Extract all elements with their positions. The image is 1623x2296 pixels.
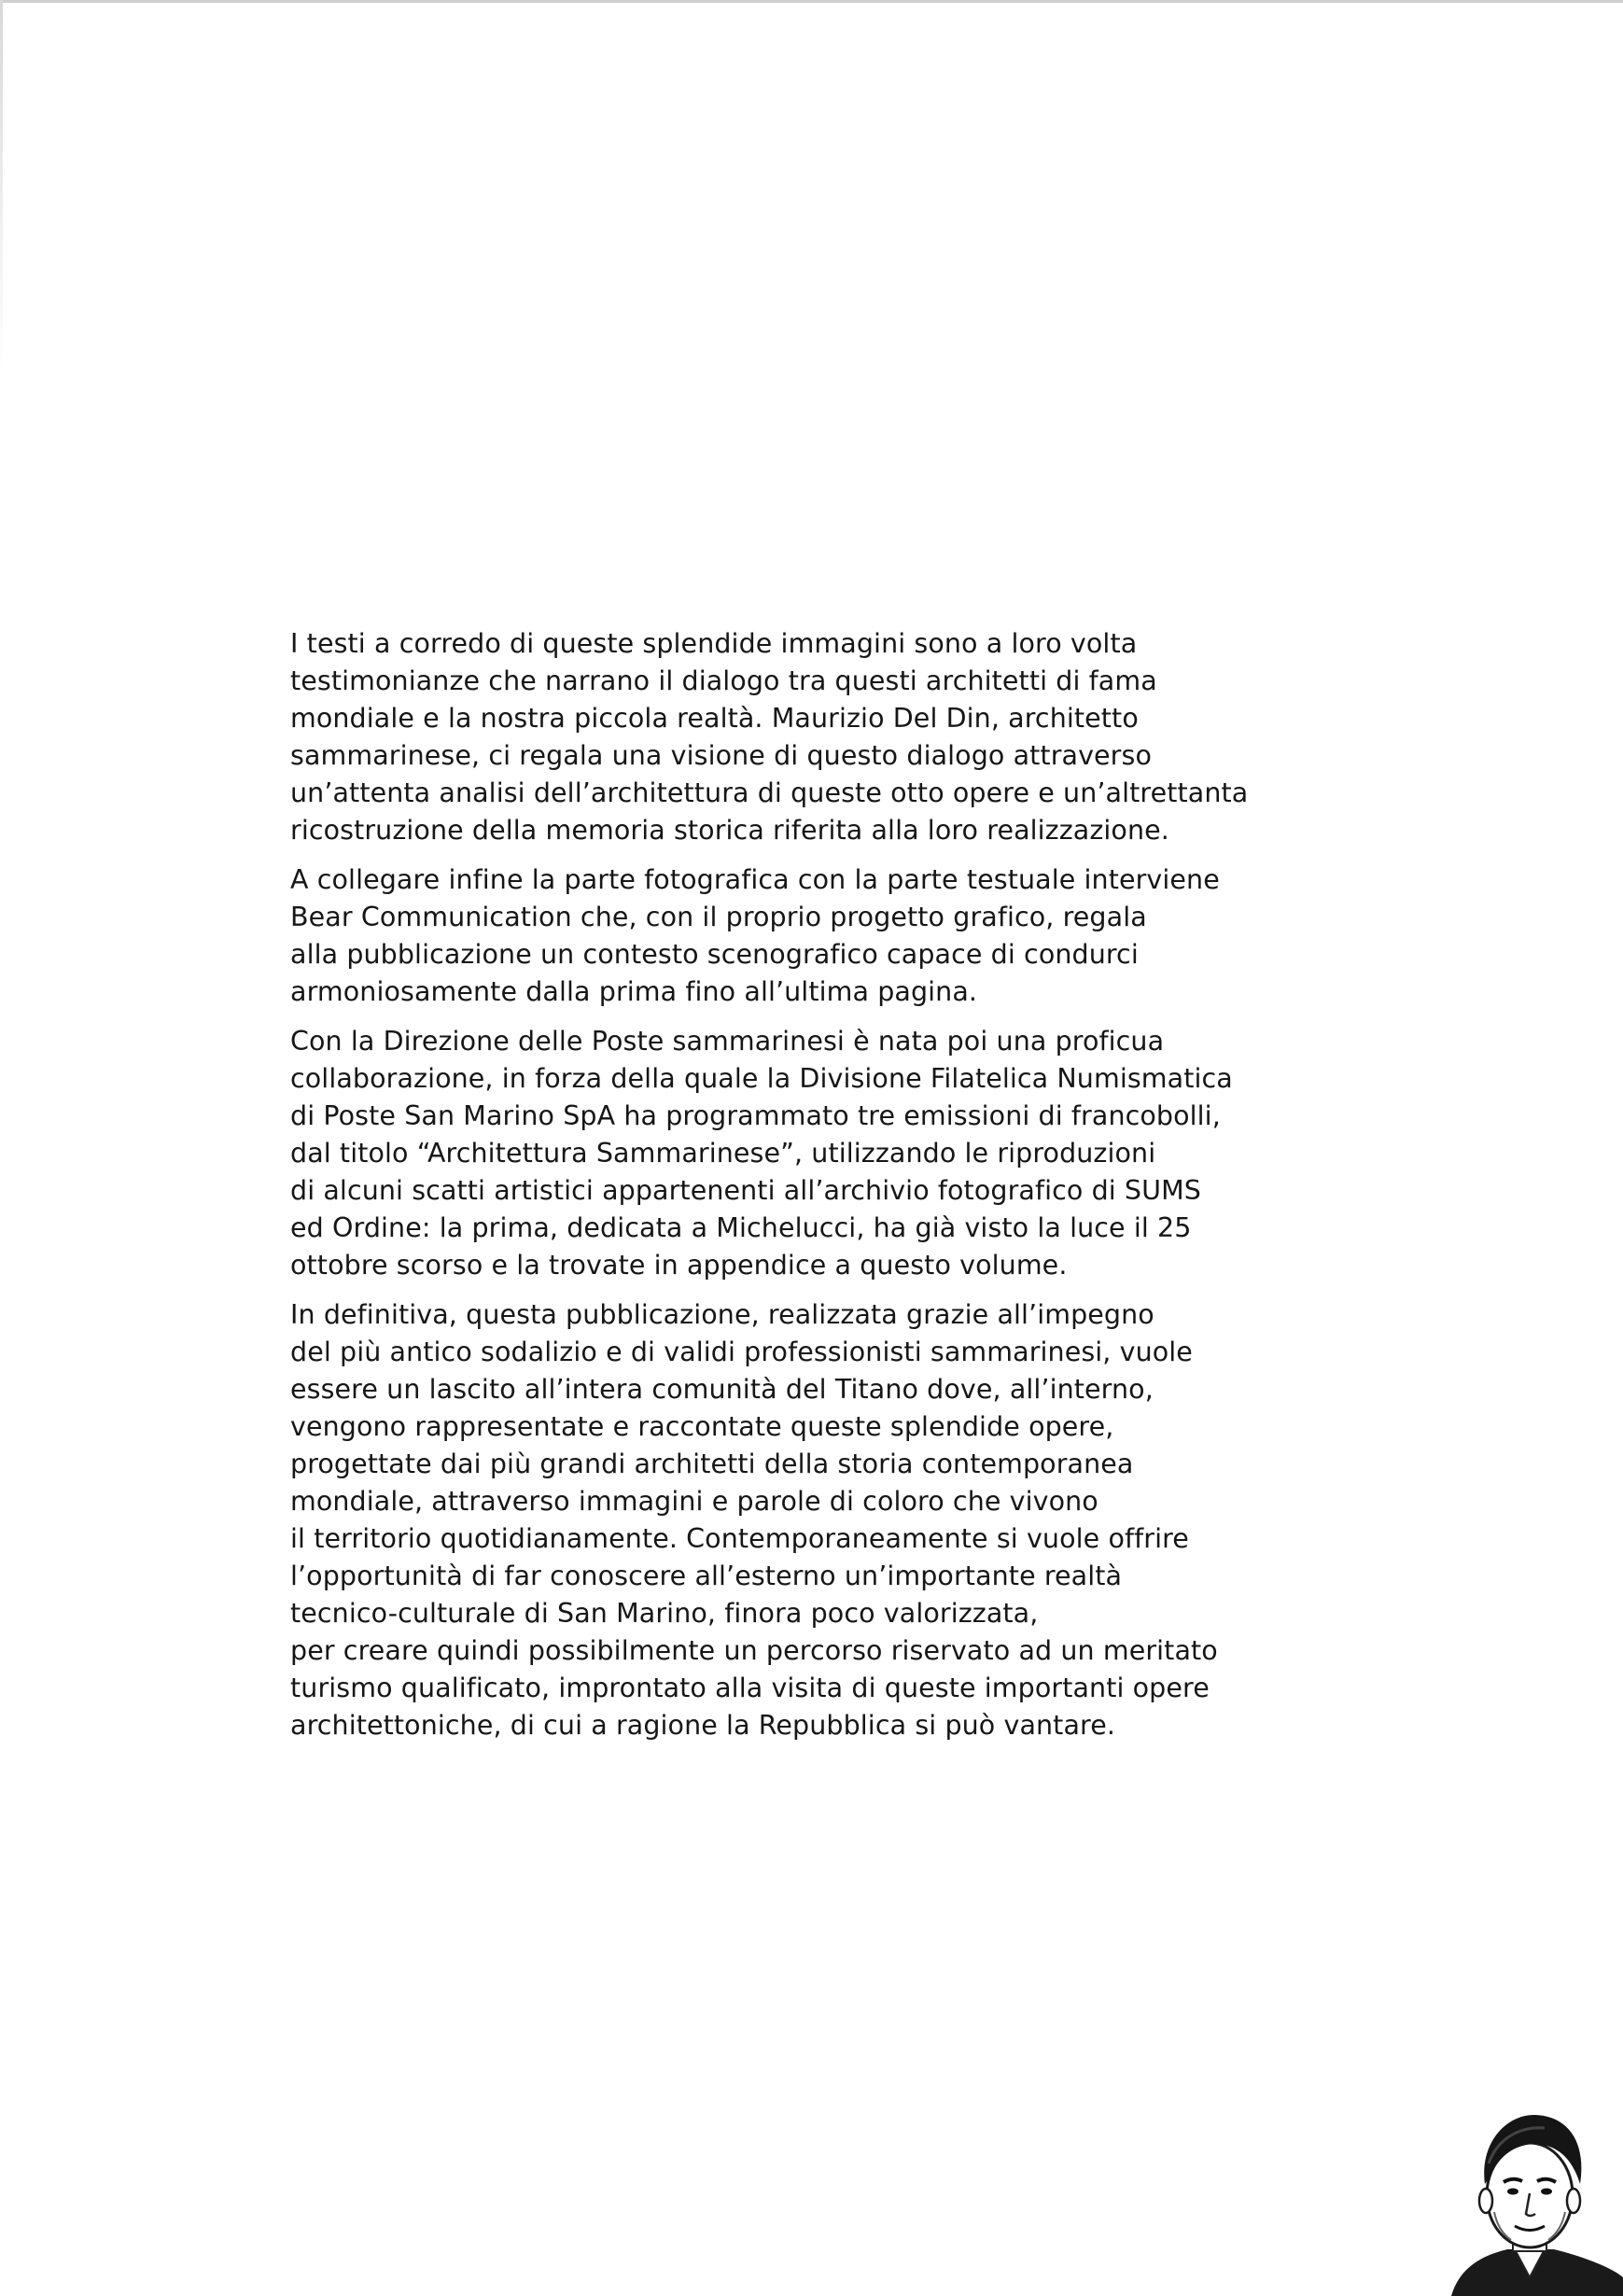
paragraph-3: Con la Direzione delle Poste sammarinesi è nata poi una proficua collaborazione, in forza della quale la Divisione Filatelica Numismatica di Poste San Marino SpA ha programmato tre emissioni di francobolli, dal titolo “Architettura Sammarinese”, utilizzando le riproduzioni di alcuni scatti artistici appartenenti all’archivio fotografico di SUMS ed Ordine: la prima, dedicata a Michelucci, ha già visto la luce il 25 ottobre scorso e la trovate in appendice a questo volume.: [290, 1026, 1233, 1281]
page-left-edge: [0, 0, 3, 373]
page-top-edge: [0, 0, 1623, 3]
portrait-photo: [1433, 2091, 1623, 2296]
paragraph-2: A collegare infine la parte fotografica con la parte testuale interviene Bear Communication che, con il proprio progetto grafico, regala alla pubblicazione un contesto scenografico capace di condurci armoniosamente dalla prima fino all’ultima pagina.: [290, 864, 1220, 1007]
body-text: [290, 625, 1392, 1757]
paragraph-1: I testi a corredo di queste splendide immagini sono a loro volta testimonianze che narrano il dialogo tra questi architetti di fama mondiale e la nostra piccola realtà. Maurizio Del Din, architetto sammarinese, ci regala una visione di questo dialogo attraverso un’attenta analisi dell’architettura di queste otto opere e un’altrettanta ricostruzione della memoria storica riferita alla loro realizzazione.: [290, 628, 1249, 846]
portrait-photo-icon: [1433, 2091, 1623, 2296]
paragraph-4: In definitiva, questa pubblicazione, realizzata grazie all’impegno del più antico sodalizio e di validi professionisti sammarinesi, vuole essere un lascito all’intera comunità del Titano dove, all’interno, vengono rappresentate e raccontate queste splendide opere, progettate dai più grandi architetti della storia contemporanea mondiale, attraverso immagini e parole di coloro che vivono il territorio quotidianamente. Contemporaneamente si vuole offrire l’opportunità di far conoscere all’esterno un’importante realtà tecnico-culturale di San Marino, finora poco valorizzata, per creare quindi possibilmente un percorso riservato ad un meritato turismo qualificato, improntato alla visita di queste importanti opere architettoniche, di cui a ragione la Repubblica si può vantare.: [290, 1299, 1218, 1741]
